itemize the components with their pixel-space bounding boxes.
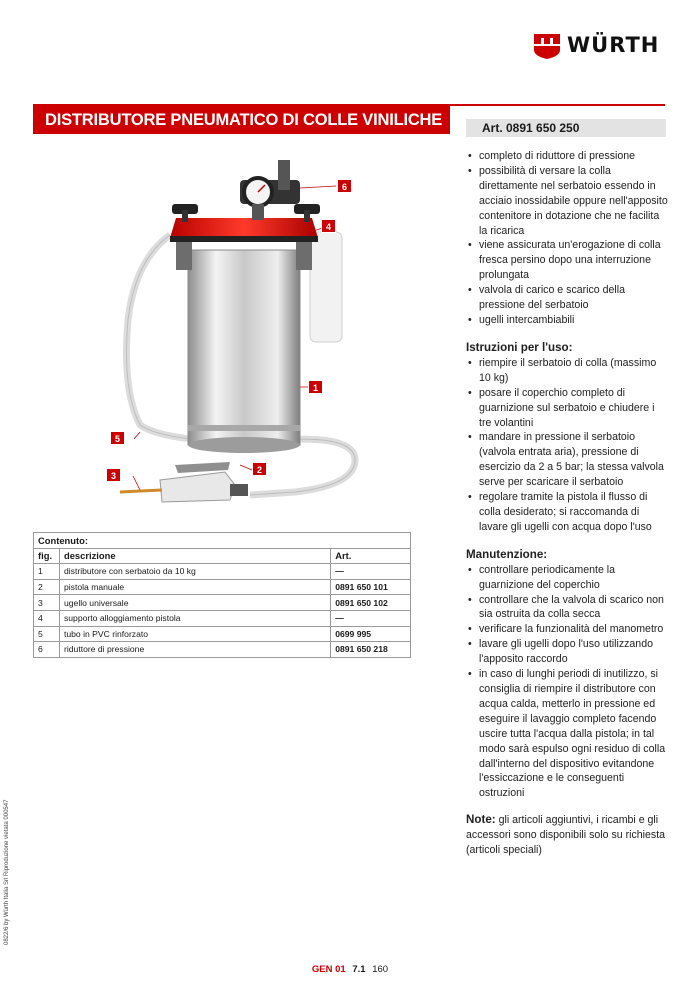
note-label: Note:	[466, 813, 496, 827]
list-item: • in caso di lunghi periodi di inutilizzo, si consiglia di riempire il distributore con acqua calda, metterlo in pressione ed eseguire il lavaggio completo facendo uscire tutta l'acqua dalla pistola; in tal modo sarà espulso ogni residuo di colla dall'interno del dispositivo evitandone l'essiccazione e le conseguenti ostruzioni	[466, 667, 668, 801]
product-illustration	[100, 140, 380, 520]
footer-subsection: 7.1	[352, 964, 366, 975]
description-column	[466, 149, 668, 858]
table-row	[34, 579, 411, 595]
callout-6: 6	[337, 179, 352, 193]
table-row	[34, 595, 411, 611]
cell-description: ugello universale	[59, 595, 330, 611]
nozzle	[120, 490, 162, 492]
callout-3: 3	[106, 468, 121, 482]
table-row	[34, 610, 411, 626]
list-item: • ugelli intercambiabili	[466, 313, 668, 328]
cell-fig: 4	[34, 610, 60, 626]
callout-1: 1	[308, 380, 323, 394]
page-number: 160	[372, 964, 389, 975]
list-item: • controllare periodicamente la guarnizione del coperchio	[466, 563, 668, 593]
cell-fig: 2	[34, 579, 60, 595]
cell-art: 0891 650 102	[331, 595, 411, 611]
callout-5: 5	[110, 431, 125, 445]
gun	[160, 472, 235, 502]
note-text: gli articoli aggiuntivi, i ricambi e gli accessori sono disponibili solo su richiesta (articoli speciali)	[466, 814, 666, 857]
list-item: • possibilità di versare la colla direttamente nel serbatoio essendo in acciaio inossidabile oppure nell'apposito contenitore in dotazione che ne facilita la ricarica	[466, 164, 668, 239]
callout-2: 2	[252, 462, 267, 476]
cell-art: 0699 995	[331, 626, 411, 642]
table-header-row	[34, 548, 411, 564]
tank	[188, 250, 300, 445]
list-item: • viene assicurata un'erogazione di colla fresca persino dopo una interruzione prolungata	[466, 238, 668, 283]
list-item: • riempire il serbatoio di colla (massimo 10 kg)	[466, 356, 668, 386]
table-row	[34, 642, 411, 658]
cell-description: pistola manuale	[59, 579, 330, 595]
footer-section: GEN 01	[311, 964, 346, 975]
cell-art: 0891 650 218	[331, 642, 411, 658]
table-caption: Contenuto:	[34, 533, 411, 549]
contents-table	[33, 532, 411, 658]
cell-description: distributore con serbatoio da 10 kg	[59, 564, 330, 580]
cell-description: tubo in PVC rinforzato	[59, 626, 330, 642]
cell-art: —	[331, 564, 411, 580]
cell-description: riduttore di pressione	[59, 642, 330, 658]
list-item: • controllare che la valvola di scarico non sia ostruita da colla secca	[466, 593, 668, 623]
instructions-heading: Istruzioni per l'uso:	[466, 340, 573, 354]
list-item: • regolare tramite la pistola il flusso di colla desiderato; si raccomanda di lavare gli ugelli con acqua dopo l'uso	[466, 490, 668, 535]
gun-holder	[310, 232, 342, 342]
cell-fig: 3	[34, 595, 60, 611]
list-item: • valvola di carico e scarico della pressione del serbatoio	[466, 283, 668, 313]
wurth-logo	[532, 28, 672, 62]
cell-art: —	[331, 610, 411, 626]
column-header-fig: fig.	[34, 548, 60, 564]
cell-fig: 1	[34, 564, 60, 580]
cell-fig: 6	[34, 642, 60, 658]
page-title: DISTRIBUTORE PNEUMATICO DI COLLE VINILICHE	[33, 106, 450, 134]
cell-fig: 5	[34, 626, 60, 642]
column-header-art: Art.	[331, 548, 411, 564]
brand-name: WÜRTH	[567, 33, 660, 57]
column-header-description: descrizione	[59, 548, 330, 564]
cell-description: supporto alloggiamento pistola	[59, 610, 330, 626]
page-footer	[0, 964, 700, 975]
note	[466, 813, 668, 858]
instructions-list	[466, 356, 668, 535]
maintenance-heading: Manutenzione:	[466, 547, 548, 561]
list-item: • completo di riduttore di pressione	[466, 149, 668, 164]
article-number: Art. 0891 650 250	[466, 119, 666, 137]
maintenance-list	[466, 563, 668, 802]
wurth-logo-icon	[532, 30, 562, 60]
list-item: • verificare la funzionalità del manometro	[466, 622, 668, 637]
table-row	[34, 626, 411, 642]
lid	[170, 218, 318, 238]
list-item: • mandare in pressione il serbatoio (valvola entrata aria), pressione di esercizio da 2 a 5 bar; la stessa valvola serve per scaricare il serbatoio	[466, 430, 668, 490]
callout-4: 4	[321, 219, 336, 233]
side-credit: 0822/6 by Würth Italia Srl Riproduzione vietata 000547	[4, 799, 10, 945]
list-item: • lavare gli ugelli dopo l'uso utilizzando l'apposito raccordo	[466, 637, 668, 667]
table-row	[34, 564, 411, 580]
list-item: • posare il coperchio completo di guarnizione sul serbatoio e chiudere i tre volantini	[466, 386, 668, 431]
cell-art: 0891 650 101	[331, 579, 411, 595]
feature-list	[466, 149, 668, 328]
